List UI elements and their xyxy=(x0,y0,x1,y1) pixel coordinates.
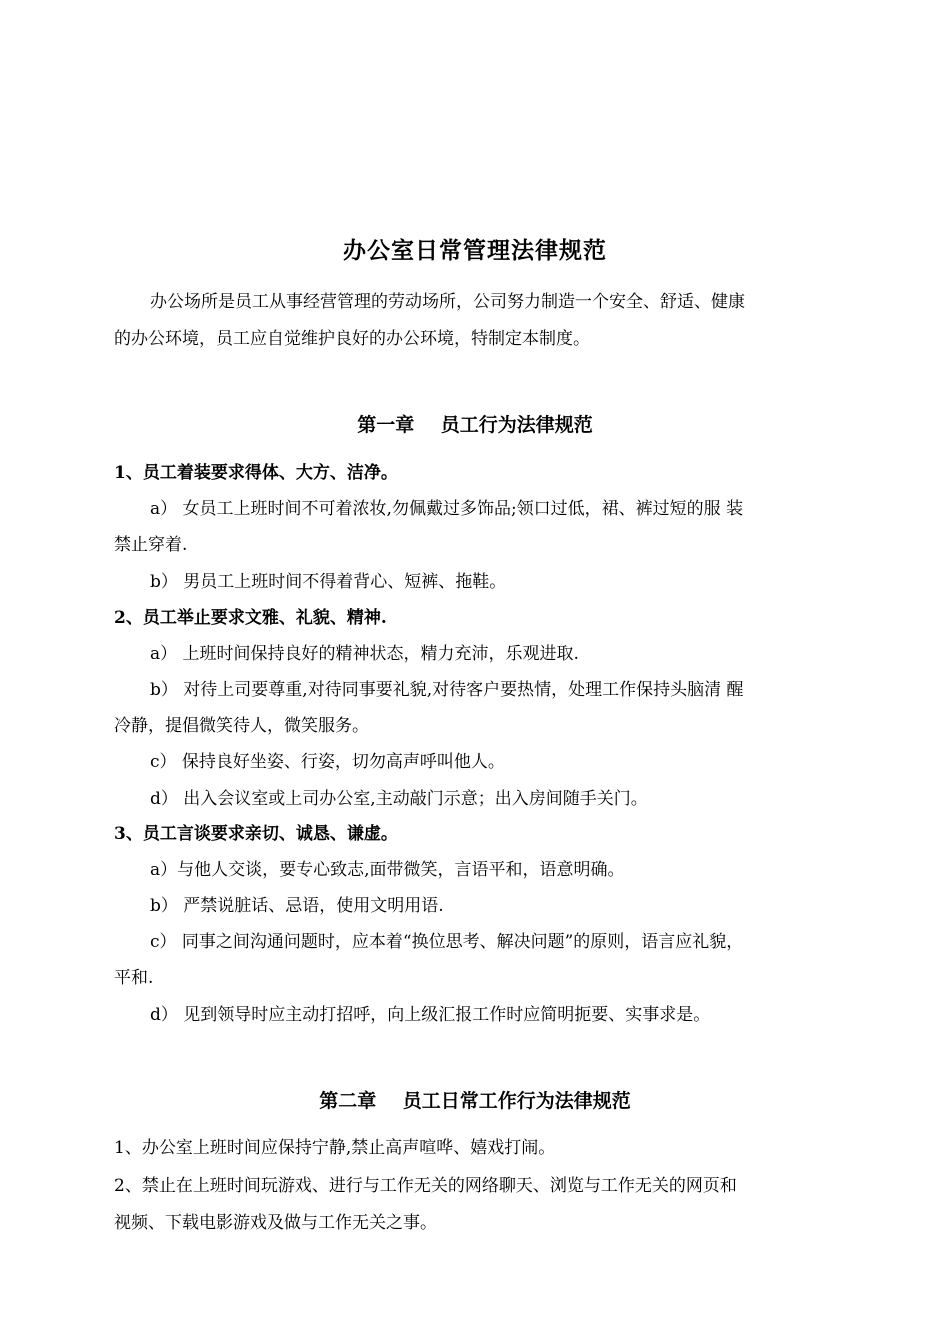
section-2-heading: 2、员工举止要求文雅、礼貌、精神. xyxy=(114,608,387,628)
section-3-item-b: b） 严禁说脏话、忌语，使用文明用语. xyxy=(150,896,444,916)
chapter-2-item-1: 1、办公室上班时间应保持宁静,禁止高声喧哗、嬉戏打闹。 xyxy=(114,1138,556,1158)
section-2-item-b-line-1: b） 对待上司要尊重,对待同事要礼貌,对待客户要热情，处理工作保持头脑清 醒 xyxy=(150,680,744,700)
section-3-item-c-line-1: c） 同事之间沟通问题时，应本着“换位思考、解决问题”的原则，语言应礼貌， xyxy=(150,932,744,952)
section-3-item-d: d） 见到领导时应主动打招呼，向上级汇报工作时应简明扼要、实事求是。 xyxy=(150,1005,711,1025)
chapter-2-heading: 第二章 员工日常工作行为法律规范 xyxy=(319,1090,631,1112)
section-3-heading: 3、员工言谈要求亲切、诚恳、谦虚。 xyxy=(114,824,398,844)
section-1-item-a-line-2: 禁止穿着. xyxy=(114,535,188,555)
section-1-heading: 1、员工着装要求得体、大方、洁净。 xyxy=(114,463,398,483)
chapter-2-item-2-line-2: 视频、下载电影游戏及做与工作无关之事。 xyxy=(114,1213,437,1233)
section-2-item-a: a） 上班时间保持良好的精神状态，精力充沛，乐观进取. xyxy=(150,644,579,664)
document-title: 办公室日常管理法律规范 xyxy=(343,237,607,264)
section-2-item-d: d） 出入会议室或上司办公室,主动敲门示意；出入房间随手关门。 xyxy=(150,789,648,809)
section-2-item-b-line-2: 冷静，提倡微笑待人，微笑服务。 xyxy=(114,716,369,736)
intro-line-1: 办公场所是员工从事经营管理的劳动场所，公司努力制造一个安全、舒适、健康 xyxy=(150,292,745,312)
chapter-2-item-2-line-1: 2、禁止在上班时间玩游戏、进行与工作无关的网络聊天、浏览与工作无关的网页和 xyxy=(114,1176,737,1196)
chapter-1-heading: 第一章 员工行为法律规范 xyxy=(357,414,593,436)
intro-line-2: 的办公环境，员工应自觉维护良好的办公环境，特制定本制度。 xyxy=(114,329,590,349)
section-3-item-c-line-2: 平和. xyxy=(114,968,154,988)
section-1-item-a-line-1: a） 女员工上班时间不可着浓妆,勿佩戴过多饰品;领口过低，裙、裤过短的服 装 xyxy=(150,499,744,519)
section-1-item-b: b） 男员工上班时间不得着背心、短裤、拖鞋。 xyxy=(150,572,507,592)
section-2-item-c: c） 保持良好坐姿、行姿，切勿高声呼叫他人。 xyxy=(150,752,505,772)
section-3-item-a: a）与他人交谈，要专心致志,面带微笑，言语平和，语意明确。 xyxy=(150,860,625,880)
